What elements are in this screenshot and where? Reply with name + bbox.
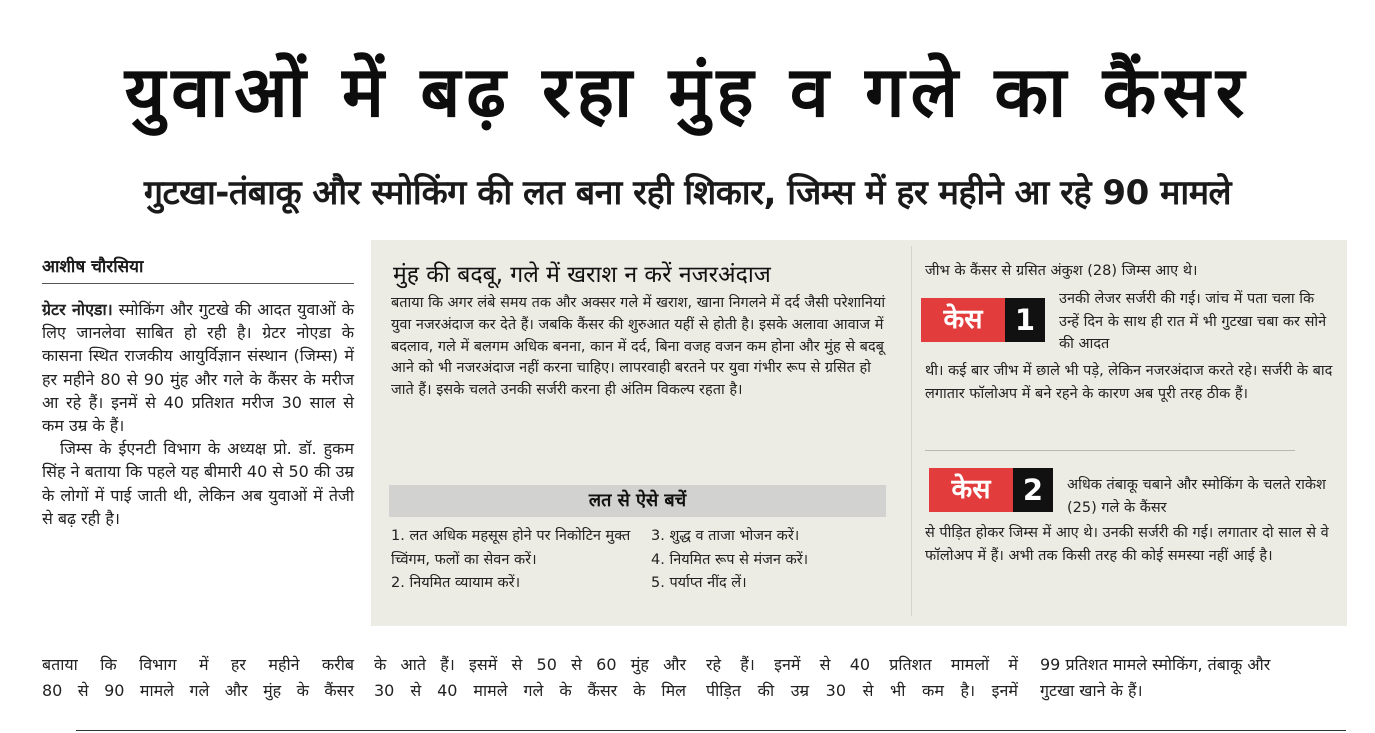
headline: युवाओं में बढ़ रहा मुंह व गले का कैंसर: [124, 51, 1251, 133]
tips-column-1: [391, 525, 641, 596]
case2-text: अधिक तंबाकू चबाने और स्मोकिंग के चलते राकेश (25) गले के कैंसर: [1067, 477, 1326, 516]
case1-badge: [921, 298, 1045, 342]
text-line: 30 से 40 मामले गले के कैंसर के मिल: [374, 681, 686, 700]
text-line: गुटखा खाने के हैं।: [1040, 681, 1143, 700]
bottom-column-1: [42, 652, 354, 704]
tip-item: 3. शुद्ध व ताजा भोजन करें।: [651, 528, 800, 544]
tip-item: 1. लत अधिक महसूस होने पर निकोटिन मुक्त च्विंगम, फलों का सेवन करें।: [391, 528, 631, 568]
case2-text-continued: से पीड़ित होकर जिम्स में आए थे। उनकी सर्जरी की गई। लगातार दो साल से वे फॉलोअप में हैं। अभी तक किसी तरह की कोई समस्या नहीं आई है।: [925, 525, 1329, 564]
bottom-column-3: [706, 652, 1018, 704]
bottom-column-4: [1040, 652, 1347, 704]
left-paragraph-1-text: स्मोकिंग और गुटखे की आदत युवाओं के लिए जानलेवा साबित हो रही है। ग्रेटर नोएडा के कासना स्थित राजकीय आयुर्विज्ञान संस्थान (जिम्स) में हर महीने 80 से 90 मुंह और गले के कैंसर के मरीज आ रहे हैं। इनमें से 40 प्रतिशत मरीज 30 साल से कम उम्र के हैं।: [42, 300, 354, 436]
box-text: बताया कि अगर लंबे समय तक और अक्सर गले में खराश, खाना निगलने में दर्द जैसी परेशानियां युवा नजरअंदाज कर देते हैं। जबकि कैंसर की शुरुआत यहीं से होती है। इसके अलावा आवाज में बदलाव, गले में बलगम अधिक बनना, कान में दर्द, बिना वजह वजन कम होना और मुंह से बदबू आने को भी नजरअंदाज नहीं करना चाहिए। लापरवाही बरतने पर युवा गंभीर रूप से ग्रसित हो जाते हैं। इसके चलते उनकी सर्जरी करना ही अंतिम विकल्प रहता है।: [391, 295, 886, 399]
case2-number: 2: [1013, 468, 1053, 512]
case2-badge: [929, 468, 1053, 512]
left-paragraph-1: [42, 298, 354, 437]
tip-item: 5. पर्याप्त नींद लें।: [651, 575, 747, 591]
bottom-column-2: [374, 652, 686, 704]
tip-item: 2. नियमित व्यायाम करें।: [391, 575, 521, 591]
text-line: बताया कि विभाग में हर महीने करीब: [42, 655, 354, 674]
text-line: 80 से 90 मामले गले और मुंह के कैंसर: [42, 681, 354, 700]
text-line: पीड़ित की उम्र 30 से भी कम है। इनमें: [706, 681, 1018, 700]
dateline-place: ग्रेटर नोएडा।: [42, 300, 113, 319]
left-paragraph-2: जिम्स के ईएनटी विभाग के अध्यक्ष प्रो. डॉ. हुकम सिंह ने बताया कि पहले यह बीमारी 40 से 50 की उम्र के लोगों में पाई जाती थी, लेकिन अब युवाओं में तेजी से बढ़ रही है।: [42, 439, 354, 528]
left-column: [42, 298, 354, 530]
case-separator: [925, 450, 1295, 451]
case1-number: 1: [1005, 298, 1045, 342]
text-line: रहे हैं। इनमें से 40 प्रतिशत मामलों में: [706, 655, 1018, 674]
text-line: के आते हैं। इसमें से 50 से 60 मुंह और: [374, 655, 686, 674]
tips-column-2: [651, 525, 891, 596]
byline: आशीष चौरसिया: [42, 254, 354, 284]
tips-title: लत से ऐसे बचें: [389, 485, 886, 517]
case2-label: केस: [929, 468, 1013, 512]
case1-text: उनकी लेजर सर्जरी की गई। जांच में पता चला कि उन्हें दिन के साथ ही रात में भी गुटखा चबा कर सोने की आदत: [1059, 291, 1327, 352]
panel-divider: [911, 246, 912, 616]
case1-intro: जीभ के कैंसर से ग्रसित अंकुश (28) जिम्स आए थे।: [925, 263, 1198, 279]
sidebar-panel: [371, 240, 1347, 626]
case1-text-continued: थी। कई बार जीभ में छाले भी पड़े, लेकिन नजरअंदाज करते रहे। सर्जरी के बाद लगातार फॉलोअप में बने रहने के कारण अब पूरी तरह ठीक हैं।: [925, 363, 1333, 402]
bottom-rule: [76, 730, 1346, 731]
box-title: मुंह की बदबू, गले में खराश न करें नजरअंदाज: [393, 262, 771, 288]
text-line: 99 प्रतिशत मामले स्मोकिंग, तंबाकू और: [1040, 655, 1271, 674]
subheadline: गुटखा-तंबाकू और स्मोकिंग की लत बना रही शिकार, जिम्स में हर महीने आ रहे 90 मामले: [143, 173, 1232, 213]
case1-label: केस: [921, 298, 1005, 342]
tip-item: 4. नियमित रूप से मंजन करें।: [651, 551, 809, 568]
